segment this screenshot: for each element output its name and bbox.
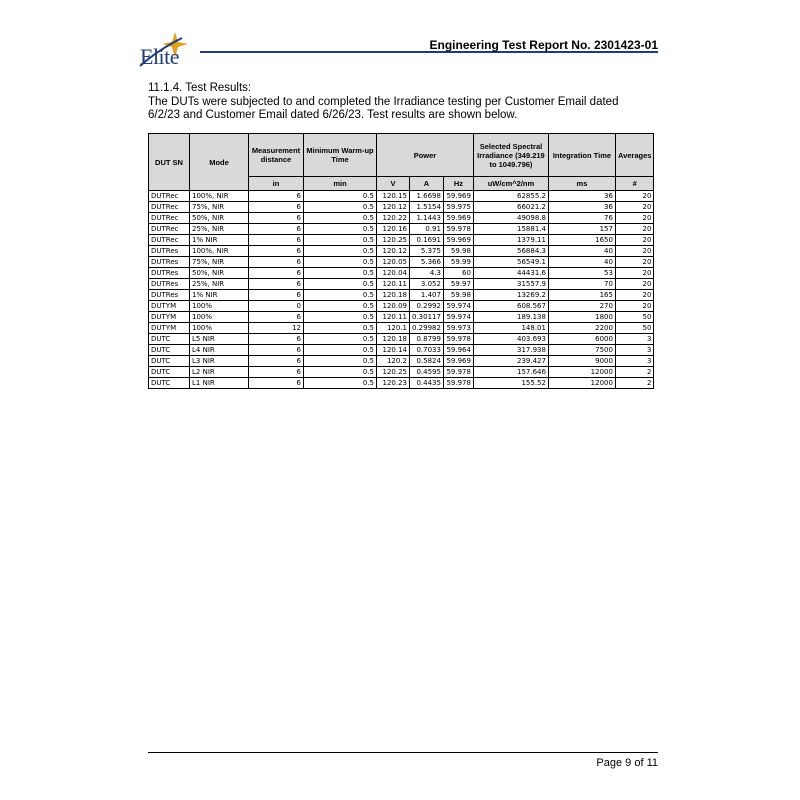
table-cell: DUTRes (149, 246, 190, 257)
table-row (149, 191, 654, 202)
table-cell: 0.30117 (410, 312, 444, 323)
table-cell: 0.91 (410, 224, 444, 235)
table-cell: 40 (548, 246, 615, 257)
table-cell: 6 (249, 268, 304, 279)
table-cell: DUTC (149, 334, 190, 345)
table-cell: 0.5 (304, 323, 377, 334)
table-cell: 0.5 (304, 312, 377, 323)
table-cell: 6 (249, 290, 304, 301)
table-cell: 120.15 (377, 191, 410, 202)
table-cell: 148.01 (473, 323, 548, 334)
table-cell: 20 (615, 301, 654, 312)
table-cell: 0.2992 (410, 301, 444, 312)
table-cell: DUTC (149, 345, 190, 356)
table-cell: 270 (548, 301, 615, 312)
table-cell: 59.964 (443, 345, 473, 356)
table-cell: 75%, NIR (190, 257, 249, 268)
table-cell: 59.969 (443, 235, 473, 246)
table-cell: 75%, NIR (190, 202, 249, 213)
table-cell: 59.969 (443, 356, 473, 367)
table-cell: 49098.8 (473, 213, 548, 224)
header-mode: Mode (190, 134, 249, 191)
table-cell: 0.5 (304, 290, 377, 301)
table-cell: 20 (615, 224, 654, 235)
table-cell: 59.978 (443, 334, 473, 345)
table-cell: 12000 (548, 367, 615, 378)
table-cell: 20 (615, 246, 654, 257)
table-cell: DUTYM (149, 323, 190, 334)
table-row (149, 257, 654, 268)
table-cell: 120.16 (377, 224, 410, 235)
table-cell: DUTRes (149, 290, 190, 301)
table-cell: 120.12 (377, 246, 410, 257)
unit-hertz: Hz (443, 177, 473, 191)
table-cell: 59.969 (443, 213, 473, 224)
table-cell: 9000 (548, 356, 615, 367)
header-irradiance: Selected Spectral Irradiance (349.219 to 1049.796) (473, 134, 548, 177)
table-cell: 6 (249, 334, 304, 345)
table-row (149, 279, 654, 290)
table-cell: 15881.4 (473, 224, 548, 235)
table-row (149, 334, 654, 345)
table-cell: 0.5 (304, 257, 377, 268)
table-cell: 50 (615, 312, 654, 323)
table-cell: DUTC (149, 367, 190, 378)
unit-warmup: min (304, 177, 377, 191)
table-cell: 120.1 (377, 323, 410, 334)
table-cell: 0.5 (304, 345, 377, 356)
table-cell: 59.969 (443, 191, 473, 202)
table-cell: 1650 (548, 235, 615, 246)
table-cell: DUTYM (149, 301, 190, 312)
table-cell: 59.978 (443, 224, 473, 235)
table-cell: 5.375 (410, 246, 444, 257)
table-cell: 20 (615, 257, 654, 268)
table-cell: 0.5 (304, 279, 377, 290)
table-cell: 6 (249, 246, 304, 257)
table-cell: 0.5 (304, 224, 377, 235)
table-cell: 6 (249, 257, 304, 268)
table-cell: 120.12 (377, 202, 410, 213)
table-cell: 1.6698 (410, 191, 444, 202)
table-cell: 0.7033 (410, 345, 444, 356)
table-cell: 56549.1 (473, 257, 548, 268)
table-cell: DUTYM (149, 312, 190, 323)
table-cell: 120.14 (377, 345, 410, 356)
table-cell: 20 (615, 290, 654, 301)
table-cell: 120.05 (377, 257, 410, 268)
unit-averages: # (615, 177, 654, 191)
unit-volts: V (377, 177, 410, 191)
table-cell: DUTC (149, 356, 190, 367)
table-cell: 120.22 (377, 213, 410, 224)
table-cell: L5 NIR (190, 334, 249, 345)
table-cell: 3 (615, 334, 654, 345)
table-cell: 20 (615, 191, 654, 202)
unit-amps: A (410, 177, 444, 191)
table-cell: DUTRec (149, 224, 190, 235)
table-cell: 120.23 (377, 378, 410, 389)
table-cell: DUTRes (149, 257, 190, 268)
table-cell: 189.138 (473, 312, 548, 323)
table-cell: 36 (548, 191, 615, 202)
table-cell: 59.974 (443, 312, 473, 323)
table-cell: 3 (615, 345, 654, 356)
table-cell: L2 NIR (190, 367, 249, 378)
table-row (149, 312, 654, 323)
table-cell: 1379.11 (473, 235, 548, 246)
table-cell: 120.18 (377, 290, 410, 301)
table-cell: 403.693 (473, 334, 548, 345)
table-cell: 157.646 (473, 367, 548, 378)
table-cell: 0.4435 (410, 378, 444, 389)
table-cell: DUTRec (149, 191, 190, 202)
results-body (149, 191, 654, 389)
table-cell: 25%, NIR (190, 279, 249, 290)
table-cell: L1 NIR (190, 378, 249, 389)
table-cell: 59.973 (443, 323, 473, 334)
table-cell: 0.29982 (410, 323, 444, 334)
table-cell: 59.974 (443, 301, 473, 312)
table-cell: 1% NIR (190, 290, 249, 301)
table-cell: 0.5 (304, 246, 377, 257)
table-cell: 120.2 (377, 356, 410, 367)
table-cell: 40 (548, 257, 615, 268)
table-cell: 44431.6 (473, 268, 548, 279)
test-results-table (148, 133, 654, 389)
table-cell: 0.5 (304, 191, 377, 202)
table-cell: L3 NIR (190, 356, 249, 367)
table-cell: L4 NIR (190, 345, 249, 356)
table-cell: 56884.3 (473, 246, 548, 257)
table-row (149, 301, 654, 312)
table-cell: 100%, NIR (190, 246, 249, 257)
table-cell: DUTRes (149, 279, 190, 290)
table-cell: 0.4595 (410, 367, 444, 378)
table-cell: 66021.2 (473, 202, 548, 213)
table-cell: 239.427 (473, 356, 548, 367)
table-cell: 120.25 (377, 235, 410, 246)
table-cell: 0.5 (304, 356, 377, 367)
table-cell: DUTC (149, 378, 190, 389)
table-cell: 0.5 (304, 213, 377, 224)
table-row (149, 367, 654, 378)
table-cell: 0.5 (304, 334, 377, 345)
table-row (149, 235, 654, 246)
header-power: Power (377, 134, 474, 177)
table-row (149, 202, 654, 213)
table-cell: 0.5 (304, 378, 377, 389)
table-cell: 20 (615, 202, 654, 213)
table-cell: 120.09 (377, 301, 410, 312)
page-number: Page 9 of 11 (596, 757, 658, 769)
table-cell: 13269.2 (473, 290, 548, 301)
table-cell: 120.11 (377, 279, 410, 290)
table-cell: 70 (548, 279, 615, 290)
table-cell: 0.5 (304, 367, 377, 378)
table-row (149, 290, 654, 301)
table-cell: 6 (249, 345, 304, 356)
table-cell: 3.052 (410, 279, 444, 290)
table-cell: 100% (190, 301, 249, 312)
table-cell: 50%, NIR (190, 213, 249, 224)
table-cell: 20 (615, 268, 654, 279)
table-cell: 59.98 (443, 290, 473, 301)
table-cell: 6 (249, 378, 304, 389)
table-cell: 120.04 (377, 268, 410, 279)
table-cell: 59.98 (443, 246, 473, 257)
table-cell: 1.5154 (410, 202, 444, 213)
table-cell: 1.407 (410, 290, 444, 301)
table-cell: 0.5 (304, 301, 377, 312)
header-integration-time: Integration Time (548, 134, 615, 177)
table-cell: 59.975 (443, 202, 473, 213)
header-distance: Measurement distance (249, 134, 304, 177)
table-cell: 0.1691 (410, 235, 444, 246)
table-cell: 53 (548, 268, 615, 279)
table-cell: 6 (249, 312, 304, 323)
table-cell: 12000 (548, 378, 615, 389)
table-row (149, 378, 654, 389)
table-cell: 120.25 (377, 367, 410, 378)
table-cell: 4.3 (410, 268, 444, 279)
table-cell: 6 (249, 213, 304, 224)
table-cell: DUTRec (149, 213, 190, 224)
table-cell: DUTRec (149, 202, 190, 213)
unit-irradiance: uW/cm^2/nm (473, 177, 548, 191)
table-cell: 6 (249, 224, 304, 235)
table-cell: 1.1443 (410, 213, 444, 224)
table-cell: 20 (615, 213, 654, 224)
table-cell: 157 (548, 224, 615, 235)
table-cell: 7500 (548, 345, 615, 356)
table-cell: 165 (548, 290, 615, 301)
table-cell: 3 (615, 356, 654, 367)
table-cell: 0 (249, 301, 304, 312)
table-cell: 100% (190, 312, 249, 323)
table-cell: 36 (548, 202, 615, 213)
table-cell: 59.97 (443, 279, 473, 290)
table-cell: 6 (249, 202, 304, 213)
table-cell: 20 (615, 235, 654, 246)
intro-paragraph: The DUTs were subjected to and completed the Irradiance testing per Customer Email dated 6/2/23 and Customer Email dated 6/26/23. Test results are shown below. (148, 96, 619, 121)
table-cell: 608.567 (473, 301, 548, 312)
table-cell: 0.5 (304, 202, 377, 213)
unit-distance: in (249, 177, 304, 191)
table-cell: 120.11 (377, 312, 410, 323)
table-row (149, 224, 654, 235)
table-cell: 12 (249, 323, 304, 334)
table-row (149, 268, 654, 279)
table-cell: 0.5 (304, 268, 377, 279)
footer-rule (148, 752, 658, 753)
section-title: 11.1.4. Test Results: (148, 82, 252, 94)
table-cell: 6 (249, 356, 304, 367)
table-row (149, 246, 654, 257)
table-cell: 59.978 (443, 378, 473, 389)
table-cell: 5.366 (410, 257, 444, 268)
table-cell: 155.52 (473, 378, 548, 389)
table-cell: 20 (615, 279, 654, 290)
table-cell: 317.938 (473, 345, 548, 356)
table-cell: 120.18 (377, 334, 410, 345)
table-cell: 100%, NIR (190, 191, 249, 202)
elite-logo-text: Elite (140, 44, 180, 69)
table-cell: 59.978 (443, 367, 473, 378)
table-row (149, 345, 654, 356)
unit-integration: ms (548, 177, 615, 191)
table-cell: 50 (615, 323, 654, 334)
table-cell: 62855.2 (473, 191, 548, 202)
table-cell: 6 (249, 279, 304, 290)
table-cell: 59.99 (443, 257, 473, 268)
table-cell: 31557.9 (473, 279, 548, 290)
header-dut-sn: DUT SN (149, 134, 190, 191)
table-cell: 60 (443, 268, 473, 279)
table-cell: DUTRec (149, 235, 190, 246)
table-cell: DUTRes (149, 268, 190, 279)
table-cell: 1800 (548, 312, 615, 323)
header-averages: Averages (615, 134, 654, 177)
table-cell: 6000 (548, 334, 615, 345)
header-warmup: Minimum Warm-up Time (304, 134, 377, 177)
table-cell: 50%, NIR (190, 268, 249, 279)
report-title: Engineering Test Report No. 2301423-01 (429, 38, 658, 52)
table-cell: 100% (190, 323, 249, 334)
table-cell: 0.8799 (410, 334, 444, 345)
table-cell: 76 (548, 213, 615, 224)
table-cell: 6 (249, 235, 304, 246)
table-cell: 2200 (548, 323, 615, 334)
table-cell: 2 (615, 378, 654, 389)
table-cell: 6 (249, 191, 304, 202)
table-cell: 6 (249, 367, 304, 378)
table-cell: 0.5 (304, 235, 377, 246)
table-row (149, 213, 654, 224)
table-cell: 25%, NIR (190, 224, 249, 235)
table-cell: 0.5824 (410, 356, 444, 367)
table-cell: 1% NIR (190, 235, 249, 246)
table-cell: 2 (615, 367, 654, 378)
table-row (149, 323, 654, 334)
table-row (149, 356, 654, 367)
